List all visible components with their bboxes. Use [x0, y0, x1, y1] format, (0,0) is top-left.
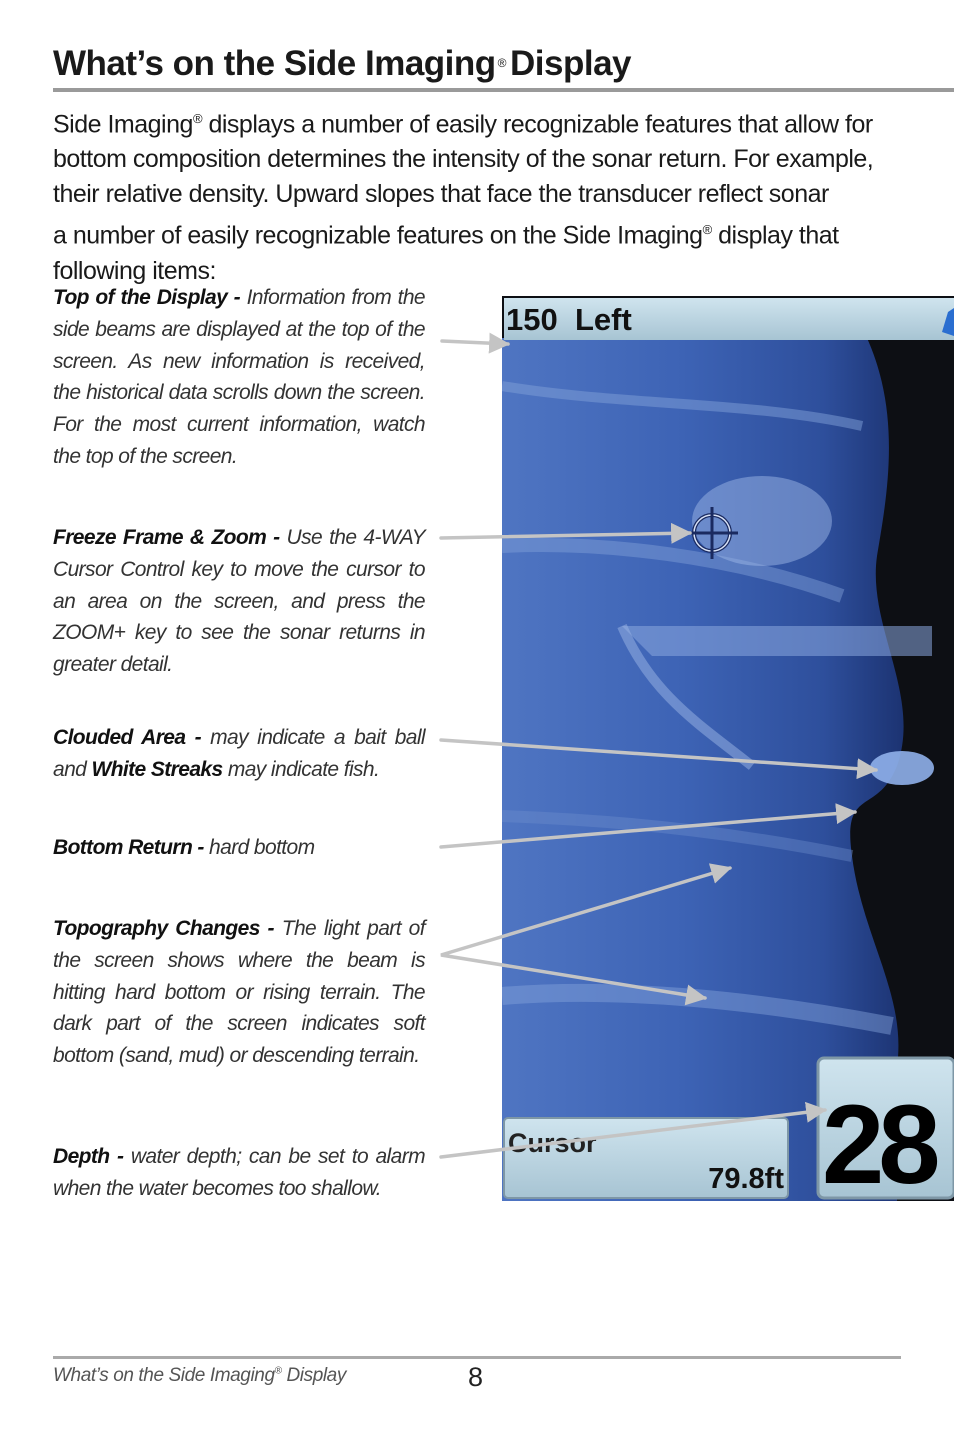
intro-line: a number of easily recognizable features on the Side Imaging® display that: [53, 221, 839, 250]
feature-depth: Depth - water depth; can be set to alarm when the water becomes too shallow.: [53, 1145, 425, 1200]
page-title: What’s on the Side Imaging ® Display: [53, 44, 632, 83]
title-rule: [53, 88, 954, 92]
side-imaging-sonar-display: [502, 296, 954, 1201]
bait-ball: [870, 751, 934, 785]
intro-line: their relative density. Upward slopes that face the transducer reflect sonar: [53, 180, 829, 209]
feature-top-of-display: Top of the Display - Information from the side beams are displayed at the top of the screen. As new information is received, the historical data scrolls down the screen. For the most current information, watch the top of the screen.: [53, 286, 425, 468]
sonar-image: [502, 296, 954, 1201]
feature-bottom-return: Bottom Return - hard bottom: [53, 836, 315, 859]
sonar-structure: [622, 626, 932, 656]
intro-paragraph: [53, 101, 933, 289]
cursor-depth-value: 79.8ft: [708, 1163, 784, 1195]
cursor-label: Cursor: [508, 1128, 597, 1158]
page-number: 8: [468, 1362, 484, 1392]
intro-line: bottom composition determines the intensity of the sonar return. For example,: [53, 145, 874, 174]
feature-freeze-frame-zoom: Freeze Frame & Zoom - Use the 4-WAY Cursor Control key to move the cursor to an area on the screen, and press the ZOOM+ key to see the sonar returns in greater detail.: [53, 526, 425, 677]
intro-line: following items:: [53, 256, 216, 285]
intro-line: Side Imaging® displays a number of easily recognizable features that allow for: [53, 110, 873, 139]
range-label: 150 Left: [506, 302, 632, 337]
footer-section-title: What’s on the Side Imaging® Display: [53, 1365, 346, 1386]
feature-topography-changes: Topography Changes - The light part of the screen shows where the beam is hitting hard bottom or rising terrain. The dark part of the screen indicates soft bottom (sand, mud) or descending terrain.: [53, 917, 425, 1068]
footer-rule: [53, 1356, 901, 1359]
feature-clouded-area: Clouded Area - may indicate a bait ball and White Streaks may indicate fish.: [53, 726, 425, 781]
arrow-top-of-display: [442, 341, 508, 344]
depth-readout: 28: [822, 1082, 935, 1201]
